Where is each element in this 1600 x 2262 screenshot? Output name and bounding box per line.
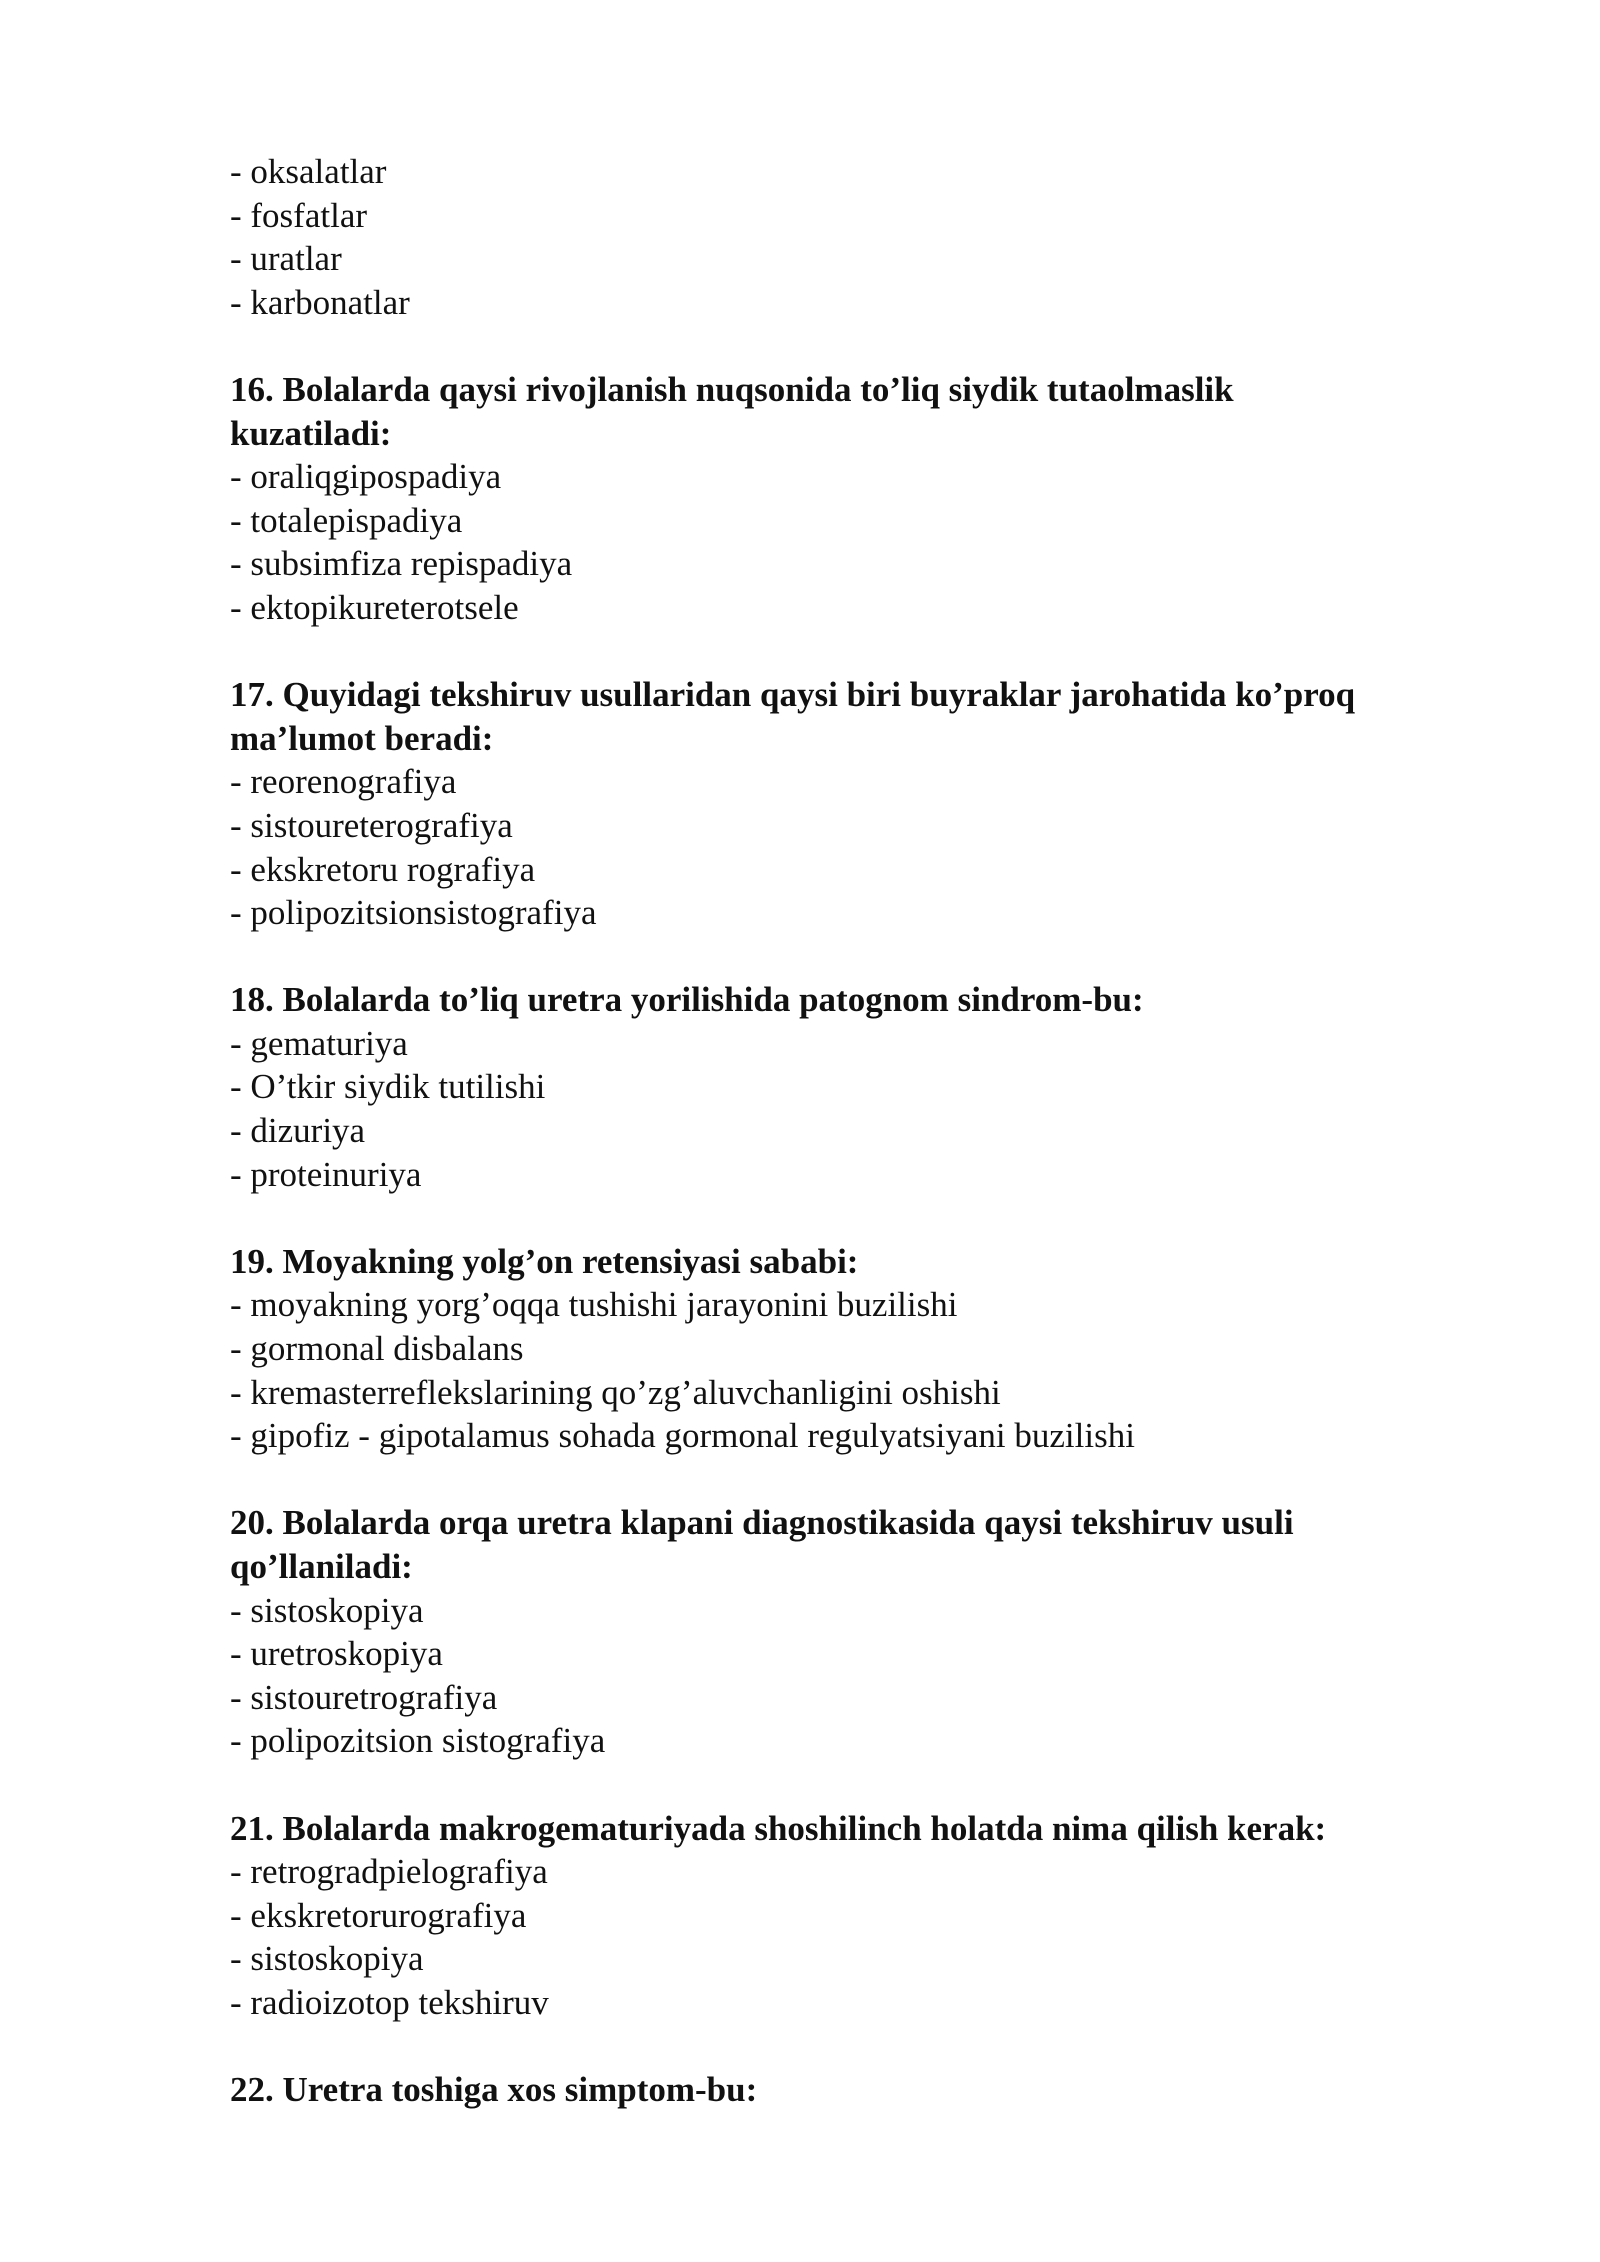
answer-option: - gipofiz - gipotalamus sohada gormonal regulyatsiyani buzilishi (230, 1416, 1135, 1456)
question-20 (230, 1501, 1470, 1763)
question-22 (230, 2068, 1470, 2112)
answer-option: - uratlar (230, 239, 342, 279)
answer-option: - ekskretoru rografiya (230, 849, 536, 889)
question-title-line: 16. Bolalarda qaysi rivojlanish nuqsonida to’liq siydik tutaolmaslik (230, 369, 1234, 409)
question-title-line: 21. Bolalarda makrogematuriyada shoshilinch holatda nima qilish kerak: (230, 1808, 1327, 1848)
answer-option: - sistoskopiya (230, 1590, 424, 1630)
answer-option: - karbonatlar (230, 282, 410, 322)
answer-option: - subsimfiza repispadiya (230, 544, 573, 584)
answer-option: - reorenografiya (230, 762, 457, 802)
question-title-line: 20. Bolalarda orqa uretra klapani diagnostikasida qaysi tekshiruv usuli (230, 1503, 1294, 1543)
question-title-line: 17. Quyidagi tekshiruv usullaridan qaysi biri buyraklar jarohatida ko’proq (230, 675, 1356, 715)
question-21 (230, 1807, 1470, 2025)
question-16 (230, 368, 1470, 630)
answer-option: - sistouretrografiya (230, 1677, 498, 1717)
question-title-line: 19. Moyakning yolg’on retensiyasi sababi: (230, 1241, 859, 1281)
answer-option: - moyakning yorg’oqqa tushishi jarayonini buzilishi (230, 1285, 958, 1325)
answer-option: - radioizotop tekshiruv (230, 1982, 549, 2022)
answer-option: - fosfatlar (230, 195, 368, 235)
question-title-line: qo’llaniladi: (230, 1547, 413, 1586)
question-title-line: 22. Uretra toshiga xos simptom-bu: (230, 2070, 758, 2110)
question-18 (230, 978, 1470, 1196)
answer-option: - proteinuriya (230, 1154, 422, 1194)
answer-option: - kremasterreflekslarining qo’zg’aluvchanligini oshishi (230, 1372, 1001, 1412)
answer-option: - sistoskopiya (230, 1939, 424, 1979)
question-title-line: kuzatiladi: (230, 413, 392, 453)
answer-option: - retrogradpielografiya (230, 1852, 548, 1892)
answer-option: - oksalatlar (230, 152, 387, 191)
answer-option: - totalepispadiya (230, 500, 463, 540)
answer-option: - sistoureterografiya (230, 805, 513, 845)
answer-option: - polipozitsion sistografiya (230, 1721, 606, 1761)
answer-option: - gematuriya (230, 1023, 408, 1063)
question-title-line: 18. Bolalarda to’liq uretra yorilishida patognom sindrom-bu: (230, 980, 1144, 1020)
answer-option: - oraliqgipospadiya (230, 457, 502, 497)
answer-option: - ekskretorurografiya (230, 1895, 527, 1935)
answer-option: - uretroskopiya (230, 1634, 443, 1674)
answer-option: - O’tkir siydik tutilishi (230, 1067, 546, 1107)
document-page (230, 150, 1470, 2112)
answer-option: - gormonal disbalans (230, 1329, 524, 1369)
question-title-line: ma’lumot beradi: (230, 718, 494, 758)
question-17 (230, 673, 1470, 935)
answer-option: - dizuriya (230, 1111, 366, 1151)
answer-option: - ektopikureterotsele (230, 587, 519, 627)
question-19 (230, 1240, 1470, 1458)
answer-option: - polipozitsionsistografiya (230, 893, 597, 933)
intro-options-list (230, 150, 1470, 324)
